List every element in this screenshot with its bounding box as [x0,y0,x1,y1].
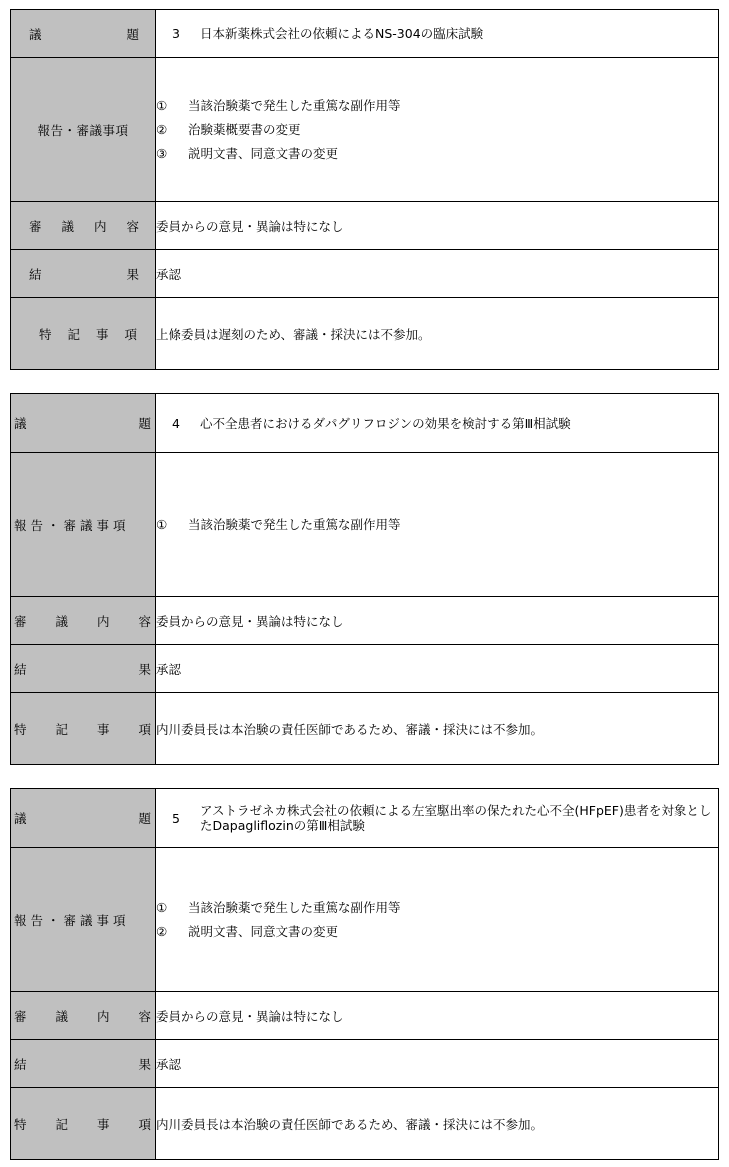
report-item: ① 当該治験薬で発生した重篤な副作用等 [156,97,401,113]
remarks-label: 特 記 事 項 [11,298,156,370]
subject-number: 4 [172,415,180,431]
remarks-value: 内川委員長は本治験の責任医師であるため、審議・採決には不参加。 [156,1088,719,1160]
deliberation-label: 審 議 内 容 [11,597,156,645]
deliberation-label: 審 議 内 容 [11,202,156,250]
result-label: 結 果 [11,645,156,693]
report-item: ③ 説明文書、同意文書の変更 [156,145,339,161]
deliberation-value: 委員からの意見・異論は特になし [156,202,719,250]
remarks-value: 上條委員は遅刻のため、審議・採決には不参加。 [156,298,719,370]
report-label: 報告・審議事項 [11,58,156,202]
agenda-table-2 [10,393,719,765]
subject-number: 5 [172,811,180,826]
remarks-label: 特 記 事 項 [11,693,156,765]
report-item: ② 説明文書、同意文書の変更 [156,923,339,939]
subject-cell [156,394,719,453]
result-value: 承認 [156,250,719,298]
report-item: ① 当該治験薬で発生した重篤な副作用等 [156,516,401,532]
subject-label: 議 題 [11,394,156,453]
report-item: ① 当該治験薬で発生した重篤な副作用等 [156,899,401,915]
subject-text: アストラゼネカ株式会社の依頼による左室駆出率の保たれた心不全(HFpEF)患者を対象としたDapagliflozinの第Ⅲ相試験 [200,803,712,833]
subject-text: 心不全患者におけるダパグリフロジンの効果を検討する第Ⅲ相試験 [200,415,571,431]
result-value: 承認 [156,645,719,693]
subject-cell [156,789,719,848]
deliberation-value: 委員からの意見・異論は特になし [156,597,719,645]
subject-cell [156,10,719,58]
agenda-table-1 [10,9,719,370]
result-value: 承認 [156,1040,719,1088]
report-items [156,848,719,992]
report-item: ② 治験薬概要書の変更 [156,121,301,137]
result-label: 結 果 [11,250,156,298]
report-items [156,453,719,597]
subject-number: 3 [172,26,180,41]
remarks-value: 内川委員長は本治験の責任医師であるため、審議・採決には不参加。 [156,693,719,765]
report-items [156,58,719,202]
subject-label: 議 題 [11,789,156,848]
subject-label: 議 題 [11,10,156,58]
agenda-table-3 [10,788,719,1160]
result-label: 結 果 [11,1040,156,1088]
deliberation-label: 審 議 内 容 [11,992,156,1040]
remarks-label: 特 記 事 項 [11,1088,156,1160]
subject-text: 日本新薬株式会社の依頼によるNS-304の臨床試験 [200,26,484,41]
deliberation-value: 委員からの意見・異論は特になし [156,992,719,1040]
report-label: 報告・審議事項 [11,453,156,597]
report-label: 報告・審議事項 [11,848,156,992]
